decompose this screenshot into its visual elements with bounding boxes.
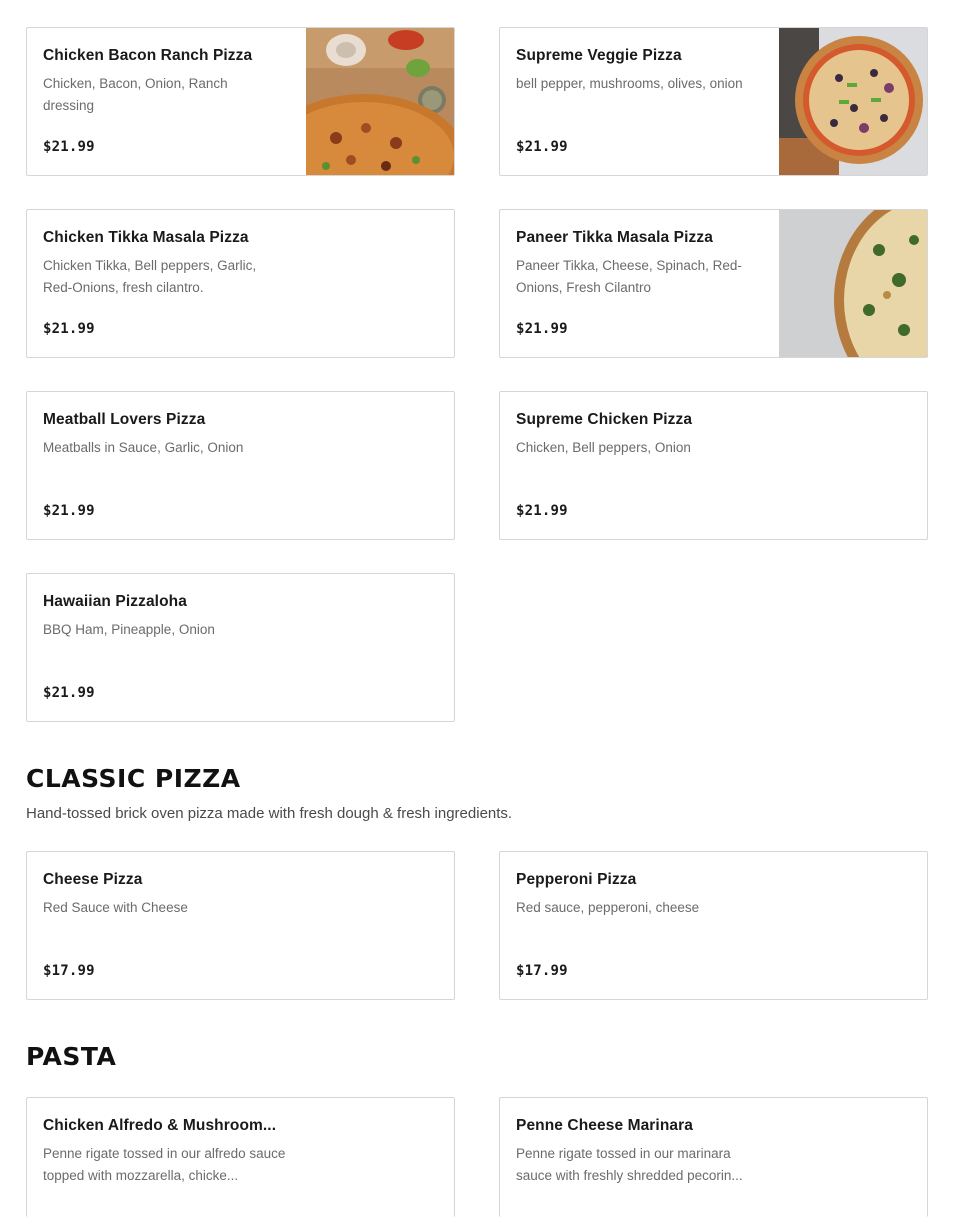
pizza-photo xyxy=(779,28,927,175)
item-price: $21.99 xyxy=(43,503,95,519)
menu-item-card[interactable] xyxy=(26,209,455,358)
item-description: Chicken, Bell peppers, Onion xyxy=(516,440,691,455)
item-name: Chicken Tikka Masala Pizza xyxy=(43,229,249,246)
item-description: Penne rigate tossed in our alfredo sauce topped with mozzarella, chicke... xyxy=(43,1146,286,1183)
item-description: bell pepper, mushrooms, olives, onion xyxy=(516,76,743,91)
item-name: Hawaiian Pizzaloha xyxy=(43,593,187,610)
item-price: $21.99 xyxy=(43,321,95,337)
item-name: Meatball Lovers Pizza xyxy=(43,411,206,428)
item-description: Meatballs in Sauce, Garlic, Onion xyxy=(43,440,244,455)
menu-item-card[interactable] xyxy=(499,209,928,358)
section-title: PASTA xyxy=(26,1042,117,1071)
item-description: Paneer Tikka, Cheese, Spinach, Red-Onions, Fresh Cilantro xyxy=(516,258,742,295)
item-name: Supreme Chicken Pizza xyxy=(516,411,693,428)
menu-item-card[interactable] xyxy=(26,1097,455,1217)
item-name: Paneer Tikka Masala Pizza xyxy=(516,229,713,246)
menu-item-card[interactable] xyxy=(499,27,928,176)
item-name: Penne Cheese Marinara xyxy=(516,1117,693,1134)
item-description: Chicken, Bacon, Onion, Ranch dressing xyxy=(43,76,228,113)
item-price: $21.99 xyxy=(43,685,95,701)
item-description: BBQ Ham, Pineapple, Onion xyxy=(43,622,215,637)
pizza-photo xyxy=(779,210,927,357)
menu-item-card[interactable] xyxy=(26,27,455,176)
menu-item-card[interactable] xyxy=(499,1097,928,1217)
menu-item-card[interactable] xyxy=(26,573,455,722)
item-price: $21.99 xyxy=(516,503,568,519)
item-name: Chicken Bacon Ranch Pizza xyxy=(43,47,253,64)
menu-item-card[interactable] xyxy=(499,391,928,540)
menu-item-card[interactable] xyxy=(26,391,455,540)
section-title: CLASSIC PIZZA xyxy=(26,764,241,793)
item-price: $21.99 xyxy=(516,139,568,155)
item-price: $21.99 xyxy=(516,321,568,337)
menu-item-card[interactable] xyxy=(499,851,928,1000)
section-subtitle: Hand-tossed brick oven pizza made with fresh dough & fresh ingredients. xyxy=(26,805,513,822)
item-name: Supreme Veggie Pizza xyxy=(516,47,682,64)
item-price: $21.99 xyxy=(43,139,95,155)
item-name: Chicken Alfredo & Mushroom... xyxy=(43,1117,277,1134)
item-description: Chicken Tikka, Bell peppers, Garlic, Red-Onions, fresh cilantro. xyxy=(43,258,257,295)
item-price: $17.99 xyxy=(43,963,95,979)
item-description: Red sauce, pepperoni, cheese xyxy=(516,900,700,915)
item-price: $17.99 xyxy=(516,963,568,979)
item-description: Penne rigate tossed in our marinara sauce with freshly shredded pecorin... xyxy=(516,1146,743,1183)
item-name: Pepperoni Pizza xyxy=(516,871,637,888)
item-name: Cheese Pizza xyxy=(43,871,143,888)
menu-item-card[interactable] xyxy=(26,851,455,1000)
pizza-photo xyxy=(306,28,454,175)
item-description: Red Sauce with Cheese xyxy=(43,900,188,915)
